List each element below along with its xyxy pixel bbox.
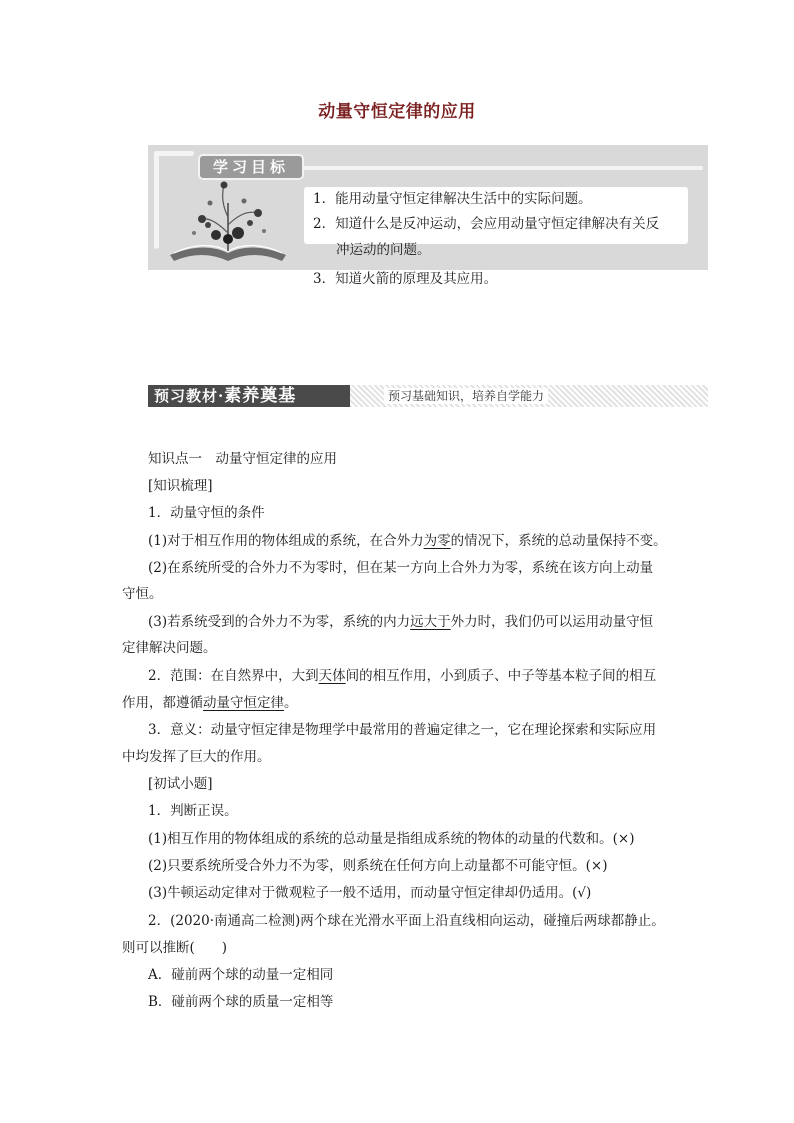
condition-2-line1: (2)在系统所受的合外力不为零时，但在某一方向上合外力为零，系统在该方向上动量 (148, 560, 654, 576)
open-book-icon (164, 173, 292, 265)
tag-underline (303, 166, 703, 170)
question-1b: (2)只要系统所受合外力不为零，则系统在任何方向上动量都不可能守恒。(×) (148, 858, 608, 874)
goal-item-3: 3．知道火箭的原理及其应用。 (313, 271, 498, 287)
condition-2-line2: 守恒。 (122, 586, 163, 602)
scope-line2: 作用，都遵循动量守恒定律。 (122, 695, 298, 711)
section-banner (148, 385, 708, 407)
question-2-line1: 2．(2020·南通高二检测)两个球在光滑水平面上沿直线相向运动，碰撞后两球都静止。 (148, 913, 665, 929)
question-1a: (1)相互作用的物体组成的系统的总动量是指组成系统的物体的动量的代数和。(×) (148, 831, 635, 847)
condition-1: (1)对于相互作用的物体组成的系统，在合外力为零的情况下，系统的总动量保持不变。 (148, 533, 667, 549)
frame-strip-horizontal (154, 151, 194, 156)
banner-subtitle: 预习基础知识，培养自学能力 (384, 388, 548, 404)
condition-3-line1: (3)若系统受到的合外力不为零，系统的内力远大于外力时，我们仍可以运用动量守恒 (148, 614, 654, 630)
knowledge-point-title: 知识点一 动量守恒定律的应用 (148, 451, 337, 467)
goal-item-2-cont: 冲运动的问题。 (336, 242, 431, 258)
question-1c: (3)牛顿运动定律对于微观粒子一般不适用，而动量守恒定律却仍适用。(√) (148, 885, 592, 901)
goal-item-2: 2．知道什么是反冲运动，会应用动量守恒定律解决有关反 (313, 216, 660, 232)
option-a: A．碰前两个球的动量一定相同 (148, 967, 334, 983)
question-1: 1．判断正误。 (148, 803, 238, 819)
banner-title: 预习教材·素养奠基 (148, 385, 350, 407)
meaning-line2: 中均发挥了巨大的作用。 (122, 749, 271, 765)
meaning-line1: 3．意义：动量守恒定律是物理学中最常用的普遍定律之一，它在理论探索和实际应用 (148, 722, 657, 738)
page-title: 动量守恒定律的应用 (318, 102, 476, 122)
question-2-line2: 则可以推断( ) (122, 940, 228, 956)
condition-title: 1．动量守恒的条件 (148, 505, 265, 521)
goal-item-1: 1．能用动量守恒定律解决生活中的实际问题。 (313, 191, 592, 207)
section-trial: [初试小题] (148, 776, 213, 792)
section-knowledge: [知识梳理] (148, 478, 213, 494)
condition-3-line2: 定律解决问题。 (122, 640, 217, 656)
scope-line1: 2．范围：在自然界中，大到天体间的相互作用，小到质子、中子等基本粒子间的相互 (148, 668, 657, 684)
option-b: B．碰前两个球的质量一定相等 (148, 994, 334, 1010)
learning-goals-tag: 学习目标 (198, 154, 304, 180)
frame-strip-vertical (154, 151, 159, 249)
